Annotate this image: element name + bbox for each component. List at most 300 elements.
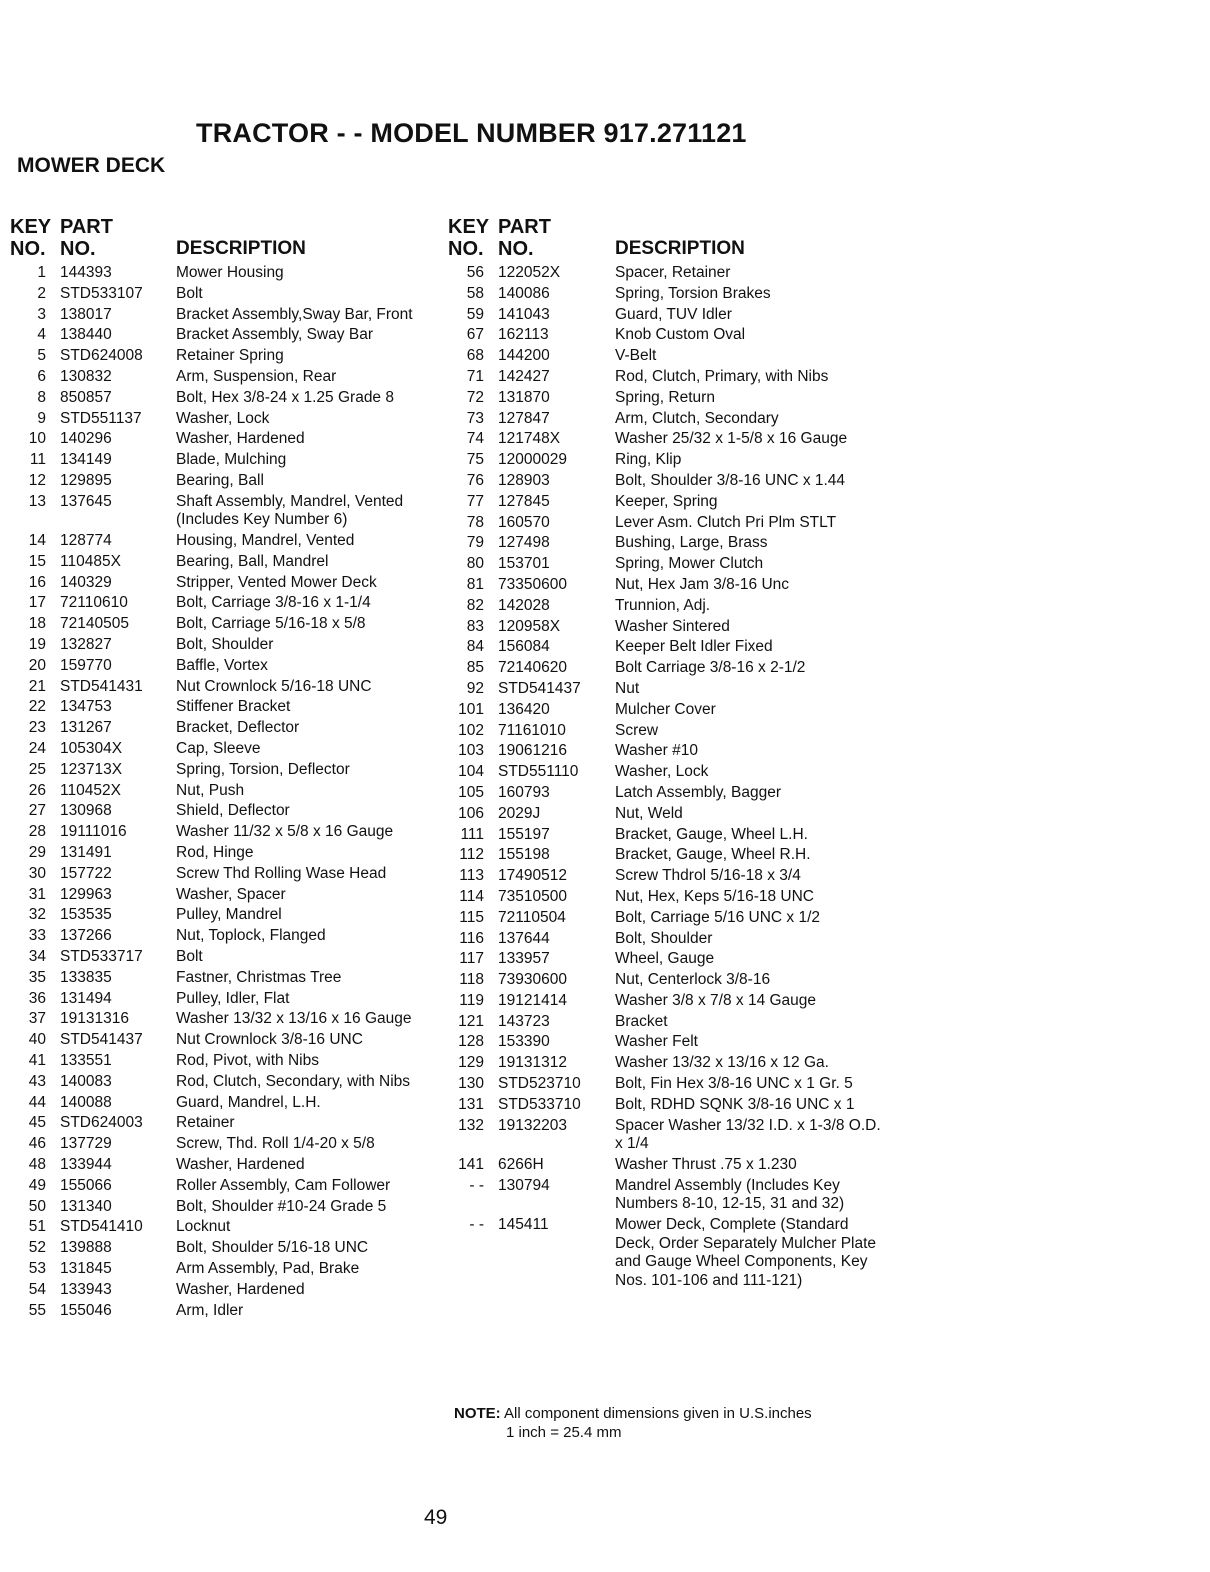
description-cell: Washer #10 bbox=[615, 742, 698, 760]
part-no-cell: 73350600 bbox=[498, 575, 567, 593]
key-no-cell: 27 bbox=[28, 802, 46, 820]
key-no-cell: 111 bbox=[460, 825, 484, 843]
key-no-cell: 121 bbox=[458, 1012, 484, 1030]
description-cell: Trunnion, Adj. bbox=[615, 596, 711, 614]
note-conversion: 1 inch = 25.4 mm bbox=[506, 1424, 622, 1441]
table-row bbox=[10, 615, 440, 634]
part-no-cell: 155197 bbox=[498, 825, 550, 843]
part-no-cell: 144200 bbox=[498, 347, 550, 365]
table-row bbox=[448, 618, 888, 637]
part-no-cell: 19131316 bbox=[60, 1010, 129, 1028]
part-no-cell: 153390 bbox=[498, 1033, 550, 1051]
part-no-cell: 128903 bbox=[498, 471, 550, 489]
table-row bbox=[10, 1239, 440, 1258]
part-no-cell: 123713X bbox=[60, 760, 123, 778]
part-no-cell: STD533710 bbox=[498, 1095, 581, 1113]
key-no-cell: 75 bbox=[466, 451, 484, 469]
part-no-cell: 71161010 bbox=[498, 721, 566, 739]
description-cell: Bearing, Ball bbox=[176, 471, 264, 489]
table-row bbox=[448, 805, 888, 824]
key-no-cell: 92 bbox=[466, 679, 484, 697]
table-row bbox=[10, 927, 440, 946]
description-cell: Guard, TUV Idler bbox=[615, 305, 732, 323]
key-no-cell: 23 bbox=[28, 719, 46, 737]
description-cell: Rod, Clutch, Secondary, with Nibs bbox=[176, 1072, 411, 1090]
description-cell: Baffle, Vortex bbox=[176, 656, 268, 674]
part-no-cell: 155066 bbox=[60, 1176, 112, 1194]
part-no-cell: 131267 bbox=[60, 719, 112, 737]
key-no-cell: 53 bbox=[28, 1259, 46, 1277]
description-cell: Bolt, Shoulder #10-24 Grade 5 bbox=[176, 1197, 387, 1215]
table-row bbox=[10, 802, 440, 821]
header-description: DESCRIPTION bbox=[615, 238, 745, 259]
table-row bbox=[10, 823, 440, 842]
table-row bbox=[10, 472, 440, 491]
description-cell: Bushing, Large, Brass bbox=[615, 534, 768, 552]
table-row bbox=[10, 678, 440, 697]
key-no-cell: 59 bbox=[466, 305, 484, 323]
description-cell: Washer, Hardened bbox=[176, 1280, 305, 1298]
description-cell: Nut, Weld bbox=[615, 804, 683, 822]
part-no-cell: 130832 bbox=[60, 367, 112, 385]
description-cell: Bolt, Carriage 5/16-18 x 5/8 bbox=[176, 615, 366, 633]
table-row bbox=[448, 472, 888, 491]
key-no-cell: 19 bbox=[28, 636, 46, 654]
key-no-cell: 4 bbox=[37, 326, 46, 344]
part-no-cell: 128774 bbox=[60, 532, 112, 550]
description-cell: Housing, Mandrel, Vented bbox=[176, 532, 355, 550]
table-row bbox=[10, 1260, 440, 1279]
table-row bbox=[10, 657, 440, 676]
key-no-cell: 15 bbox=[28, 552, 46, 570]
table-row bbox=[448, 1013, 888, 1032]
table-row bbox=[10, 326, 440, 345]
key-no-cell: 21 bbox=[28, 677, 46, 695]
key-no-cell: 58 bbox=[466, 284, 484, 302]
description-cell: Washer, Lock bbox=[176, 409, 270, 427]
key-no-cell: 12 bbox=[28, 471, 46, 489]
key-no-cell: 51 bbox=[28, 1218, 46, 1236]
description-cell: Pulley, Mandrel bbox=[176, 906, 282, 924]
description-cell: Washer 3/8 x 7/8 x 14 Gauge bbox=[615, 991, 817, 1009]
description-cell: Screw Thd Rolling Wase Head bbox=[176, 864, 387, 882]
key-no-cell: 104 bbox=[458, 763, 484, 781]
part-no-cell: 19111016 bbox=[60, 823, 127, 841]
key-no-cell: 106 bbox=[458, 804, 484, 822]
key-no-cell: 85 bbox=[466, 659, 484, 677]
key-no-cell: 101 bbox=[458, 700, 484, 718]
key-no-cell: 77 bbox=[466, 492, 484, 510]
table-row bbox=[10, 532, 440, 551]
part-no-cell: 142028 bbox=[498, 596, 550, 614]
key-no-cell: 71 bbox=[466, 367, 484, 385]
key-no-cell: - - bbox=[469, 1176, 484, 1194]
part-no-cell: 127847 bbox=[498, 409, 550, 427]
description-cell: Screw, Thd. Roll 1/4-20 x 5/8 bbox=[176, 1135, 375, 1153]
page-title: TRACTOR - - MODEL NUMBER 917.271121 bbox=[196, 118, 747, 148]
key-no-cell: 105 bbox=[458, 783, 484, 801]
part-no-cell: 157722 bbox=[60, 864, 112, 882]
part-no-cell: 153535 bbox=[60, 906, 112, 924]
key-no-cell: 83 bbox=[466, 617, 484, 635]
table-row bbox=[448, 368, 888, 387]
table-row bbox=[10, 306, 440, 325]
table-row bbox=[448, 971, 888, 990]
part-no-cell: 142427 bbox=[498, 367, 550, 385]
table-row bbox=[448, 493, 888, 512]
part-no-cell: 162113 bbox=[498, 326, 549, 344]
table-row bbox=[10, 698, 440, 717]
key-no-cell: 43 bbox=[28, 1072, 46, 1090]
description-cell: Cap, Sleeve bbox=[176, 740, 261, 758]
part-no-cell: 155198 bbox=[498, 846, 550, 864]
part-no-cell: 19131312 bbox=[498, 1054, 567, 1072]
part-no-cell: 120958X bbox=[498, 617, 561, 635]
description-cell: Mower Housing bbox=[176, 264, 284, 281]
page-number: 49 bbox=[424, 1506, 448, 1529]
description-cell: Shield, Deflector bbox=[176, 802, 290, 820]
key-no-cell: 129 bbox=[458, 1054, 484, 1072]
table-row bbox=[10, 493, 440, 530]
table-row bbox=[10, 389, 440, 408]
key-no-cell: 22 bbox=[28, 698, 46, 716]
table-row bbox=[448, 430, 888, 449]
part-no-cell: 156084 bbox=[498, 638, 550, 656]
table-row bbox=[10, 990, 440, 1009]
part-no-cell: 133943 bbox=[60, 1280, 112, 1298]
description-cell: Washer 25/32 x 1-5/8 x 16 Gauge bbox=[615, 430, 848, 448]
description-cell: Arm, Idler bbox=[176, 1301, 244, 1319]
table-row bbox=[448, 597, 888, 616]
key-no-cell: 74 bbox=[466, 430, 484, 448]
table-row bbox=[10, 886, 440, 905]
key-no-cell: 130 bbox=[458, 1075, 484, 1093]
key-no-cell: 119 bbox=[459, 991, 484, 1009]
key-no-cell: 28 bbox=[28, 823, 46, 841]
section-title: MOWER DECK bbox=[17, 154, 166, 177]
description-cell: Washer, Lock bbox=[615, 763, 709, 781]
description-cell: Nut Crownlock 5/16-18 UNC bbox=[176, 677, 372, 695]
part-no-cell: 136420 bbox=[498, 700, 550, 718]
table-row bbox=[10, 740, 440, 759]
part-no-cell: 160793 bbox=[498, 783, 550, 801]
description-cell: Bracket Assembly, Sway Bar bbox=[176, 326, 373, 344]
key-no-cell: 78 bbox=[466, 513, 484, 531]
description-cell: Latch Assembly, Bagger bbox=[615, 783, 781, 801]
table-row bbox=[10, 451, 440, 470]
key-no-cell: 52 bbox=[28, 1239, 46, 1257]
part-no-cell: STD551110 bbox=[498, 763, 579, 781]
description-cell: Nut, Centerlock 3/8-16 bbox=[615, 971, 771, 989]
description-cell: Arm Assembly, Pad, Brake bbox=[176, 1259, 360, 1277]
description-cell: Rod, Clutch, Primary, with Nibs bbox=[615, 367, 829, 385]
description-cell: Washer 13/32 x 13/16 x 12 Ga. bbox=[615, 1054, 829, 1072]
table-row bbox=[10, 1198, 440, 1217]
part-no-cell: 130968 bbox=[60, 802, 112, 820]
description-cell: Bracket, Gauge, Wheel L.H. bbox=[615, 825, 808, 843]
part-no-cell: 122052X bbox=[498, 264, 561, 281]
part-no-cell: 129895 bbox=[60, 471, 112, 489]
table-row bbox=[448, 992, 888, 1011]
note-text: All component dimensions given in U.S.inches bbox=[504, 1405, 812, 1422]
key-no-cell: 10 bbox=[28, 430, 46, 448]
part-no-cell: 134149 bbox=[60, 451, 112, 469]
description-cell: Bolt, Fin Hex 3/8-16 UNC x 1 Gr. 5 bbox=[615, 1075, 853, 1093]
description-cell: Lever Asm. Clutch Pri Plm STLT bbox=[615, 513, 837, 531]
part-no-cell: 155046 bbox=[60, 1301, 112, 1319]
note-label: NOTE: bbox=[454, 1405, 501, 1422]
table-row bbox=[448, 306, 888, 325]
part-no-cell: 131491 bbox=[60, 844, 112, 862]
part-no-cell: 131494 bbox=[60, 989, 112, 1007]
description-cell: Nut, Toplock, Flanged bbox=[176, 927, 326, 945]
part-no-cell: 140086 bbox=[498, 284, 550, 302]
key-no-cell: - - bbox=[469, 1216, 484, 1234]
description-cell: Mower Deck, Complete (Standard Deck, Order Separately Mulcher Plate and Gauge Wheel Components, Key Nos. 101-106 and 111-121) bbox=[615, 1216, 877, 1289]
part-no-cell: 127845 bbox=[498, 492, 550, 510]
part-no-cell: 137645 bbox=[60, 492, 112, 510]
key-no-cell: 14 bbox=[28, 532, 46, 550]
description-cell: Keeper, Spring bbox=[615, 492, 718, 510]
description-cell: Bolt bbox=[176, 284, 203, 302]
table-body bbox=[448, 264, 888, 1290]
part-no-cell: 137644 bbox=[498, 929, 550, 947]
key-no-cell: 68 bbox=[466, 347, 484, 365]
key-no-cell: 118 bbox=[459, 971, 484, 989]
description-cell: V-Belt bbox=[615, 347, 657, 365]
key-no-cell: 131 bbox=[458, 1095, 484, 1113]
table-row bbox=[10, 969, 440, 988]
key-no-cell: 3 bbox=[37, 305, 46, 323]
key-no-cell: 1 bbox=[37, 264, 46, 281]
part-no-cell: 140329 bbox=[60, 573, 112, 591]
header-part-no: PART NO. bbox=[498, 216, 551, 260]
part-no-cell: 6266H bbox=[498, 1155, 544, 1173]
description-cell: Nut bbox=[615, 679, 640, 697]
key-no-cell: 13 bbox=[28, 492, 46, 510]
part-no-cell: 138440 bbox=[60, 326, 112, 344]
table-row bbox=[10, 1218, 440, 1237]
description-cell: Nut, Push bbox=[176, 781, 245, 799]
description-cell: Retainer bbox=[176, 1114, 235, 1132]
key-no-cell: 46 bbox=[28, 1135, 46, 1153]
part-no-cell: 73510500 bbox=[498, 887, 567, 905]
dimension-note bbox=[454, 1404, 884, 1442]
description-cell: Nut, Hex, Keps 5/16-18 UNC bbox=[615, 887, 815, 905]
description-cell: Bolt Carriage 3/8-16 x 2-1/2 bbox=[615, 659, 806, 677]
key-no-cell: 117 bbox=[459, 950, 484, 968]
part-no-cell: 133957 bbox=[498, 950, 550, 968]
part-no-cell: 110452X bbox=[60, 781, 121, 799]
description-cell: Wheel, Gauge bbox=[615, 950, 715, 968]
part-no-cell: 110485X bbox=[60, 552, 121, 570]
part-no-cell: 850857 bbox=[60, 388, 112, 406]
table-row bbox=[10, 865, 440, 884]
description-cell: Mandrel Assembly (Includes Key Numbers 8-10, 12-15, 31 and 32) bbox=[615, 1176, 845, 1213]
table-row bbox=[10, 1177, 440, 1196]
key-no-cell: 84 bbox=[466, 638, 484, 656]
description-cell: Blade, Mulching bbox=[176, 451, 287, 469]
key-no-cell: 25 bbox=[28, 760, 46, 778]
part-no-cell: STD541437 bbox=[60, 1031, 143, 1049]
table-row bbox=[10, 782, 440, 801]
part-no-cell: 144393 bbox=[60, 264, 112, 281]
key-no-cell: 34 bbox=[28, 948, 46, 965]
key-no-cell: 54 bbox=[28, 1280, 46, 1298]
part-no-cell: 137729 bbox=[60, 1135, 112, 1153]
part-no-cell: 145411 bbox=[498, 1216, 549, 1234]
description-cell: Bolt, Carriage 5/16 UNC x 1/2 bbox=[615, 908, 821, 926]
description-cell: Spacer, Retainer bbox=[615, 264, 731, 281]
description-cell: Screw Thdrol 5/16-18 x 3/4 bbox=[615, 867, 801, 885]
key-no-cell: 80 bbox=[466, 555, 484, 573]
table-row bbox=[10, 948, 440, 967]
table-row bbox=[10, 1073, 440, 1092]
key-no-cell: 5 bbox=[37, 347, 46, 365]
table-row bbox=[10, 906, 440, 925]
description-cell: Bolt, Shoulder 3/8-16 UNC x 1.44 bbox=[615, 471, 846, 489]
key-no-cell: 103 bbox=[458, 742, 484, 760]
table-row bbox=[448, 534, 888, 553]
table-row bbox=[448, 576, 888, 595]
description-cell: Washer 13/32 x 13/16 x 16 Gauge bbox=[176, 1010, 412, 1028]
key-no-cell: 116 bbox=[459, 929, 484, 947]
part-no-cell: 72140505 bbox=[60, 615, 129, 633]
description-cell: Spacer Washer 13/32 I.D. x 1-3/8 O.D. x 1/4 bbox=[615, 1116, 881, 1153]
part-no-cell: 2029J bbox=[498, 804, 541, 822]
description-cell: Bolt, Shoulder 5/16-18 UNC bbox=[176, 1239, 369, 1257]
description-cell: Keeper Belt Idler Fixed bbox=[615, 638, 773, 656]
description-cell: Bolt bbox=[176, 948, 203, 965]
table-row bbox=[10, 264, 440, 283]
part-no-cell: 105304X bbox=[60, 740, 123, 758]
part-no-cell: 72140620 bbox=[498, 659, 567, 677]
description-cell: Washer Felt bbox=[615, 1033, 698, 1051]
table-row bbox=[448, 1075, 888, 1094]
part-no-cell: 19061216 bbox=[498, 742, 567, 760]
part-no-cell: 133835 bbox=[60, 968, 112, 986]
table-row bbox=[448, 909, 888, 928]
description-cell: Bracket Assembly,Sway Bar, Front bbox=[176, 305, 413, 323]
table-row bbox=[448, 326, 888, 345]
table-row bbox=[448, 347, 888, 366]
part-no-cell: 131340 bbox=[60, 1197, 112, 1215]
table-row bbox=[10, 1156, 440, 1175]
table-row bbox=[448, 784, 888, 803]
key-no-cell: 24 bbox=[28, 740, 46, 758]
table-row bbox=[10, 574, 440, 593]
part-no-cell: STD624003 bbox=[60, 1114, 143, 1132]
key-no-cell: 8 bbox=[37, 388, 46, 406]
part-no-cell: 138017 bbox=[60, 305, 112, 323]
table-row bbox=[448, 659, 888, 678]
table-row bbox=[10, 636, 440, 655]
table-row bbox=[448, 950, 888, 969]
key-no-cell: 30 bbox=[28, 864, 46, 882]
table-row bbox=[10, 347, 440, 366]
key-no-cell: 32 bbox=[28, 906, 46, 924]
key-no-cell: 49 bbox=[28, 1176, 46, 1194]
description-cell: Arm, Clutch, Secondary bbox=[615, 409, 779, 427]
key-no-cell: 48 bbox=[28, 1155, 46, 1173]
table-row bbox=[448, 701, 888, 720]
part-no-cell: 72110504 bbox=[498, 908, 566, 926]
part-no-cell: 129963 bbox=[60, 885, 112, 903]
key-no-cell: 26 bbox=[28, 781, 46, 799]
table-row bbox=[10, 1114, 440, 1133]
description-cell: Mulcher Cover bbox=[615, 700, 716, 718]
table-row bbox=[448, 1216, 888, 1290]
description-cell: Guard, Mandrel, L.H. bbox=[176, 1093, 321, 1111]
part-no-cell: 19121414 bbox=[498, 991, 567, 1009]
description-cell: Roller Assembly, Cam Follower bbox=[176, 1176, 391, 1194]
table-row bbox=[448, 763, 888, 782]
part-no-cell: 17490512 bbox=[498, 867, 567, 885]
part-no-cell: 130794 bbox=[498, 1176, 550, 1194]
description-cell: Stripper, Vented Mower Deck bbox=[176, 573, 377, 591]
table-row bbox=[448, 867, 888, 886]
description-cell: Washer, Hardened bbox=[176, 430, 305, 448]
description-cell: Spring, Torsion, Deflector bbox=[176, 760, 350, 778]
table-row bbox=[448, 680, 888, 699]
table-row bbox=[448, 638, 888, 657]
part-no-cell: STD541431 bbox=[60, 677, 143, 695]
table-row bbox=[10, 368, 440, 387]
key-no-cell: 18 bbox=[28, 615, 46, 633]
description-cell: Rod, Hinge bbox=[176, 844, 254, 862]
parts-table-right bbox=[448, 210, 888, 1292]
key-no-cell: 45 bbox=[28, 1114, 46, 1132]
description-cell: Stiffener Bracket bbox=[176, 698, 291, 716]
table-row bbox=[448, 410, 888, 429]
key-no-cell: 128 bbox=[458, 1033, 484, 1051]
key-no-cell: 11 bbox=[29, 451, 46, 469]
table-header bbox=[10, 210, 440, 260]
part-no-cell: 160570 bbox=[498, 513, 550, 531]
description-cell: Arm, Suspension, Rear bbox=[176, 367, 337, 385]
part-no-cell: 19132203 bbox=[498, 1116, 567, 1134]
description-cell: Bolt, Hex 3/8-24 x 1.25 Grade 8 bbox=[176, 388, 394, 406]
table-row bbox=[10, 1031, 440, 1050]
key-no-cell: 2 bbox=[37, 284, 46, 302]
part-no-cell: 134753 bbox=[60, 698, 112, 716]
description-cell: Locknut bbox=[176, 1218, 231, 1236]
table-row bbox=[448, 930, 888, 949]
key-no-cell: 141 bbox=[458, 1155, 484, 1173]
table-row bbox=[10, 1094, 440, 1113]
table-row bbox=[10, 410, 440, 429]
key-no-cell: 79 bbox=[466, 534, 484, 552]
key-no-cell: 72 bbox=[466, 388, 484, 406]
table-row bbox=[448, 1054, 888, 1073]
description-cell: Spring, Torsion Brakes bbox=[615, 284, 771, 302]
part-no-cell: 139888 bbox=[60, 1239, 112, 1257]
key-no-cell: 17 bbox=[28, 594, 46, 612]
part-no-cell: STD533717 bbox=[60, 948, 143, 965]
description-cell: Screw bbox=[615, 721, 659, 739]
description-cell: Rod, Pivot, with Nibs bbox=[176, 1051, 319, 1069]
description-cell: Bolt, Shoulder bbox=[176, 636, 274, 654]
key-no-cell: 132 bbox=[458, 1116, 484, 1134]
key-no-cell: 81 bbox=[466, 575, 484, 593]
part-no-cell: 131845 bbox=[60, 1259, 112, 1277]
part-no-cell: 133944 bbox=[60, 1155, 112, 1173]
description-cell: Bracket, Gauge, Wheel R.H. bbox=[615, 846, 811, 864]
part-no-cell: 121748X bbox=[498, 430, 561, 448]
description-cell: Spring, Mower Clutch bbox=[615, 555, 764, 573]
key-no-cell: 50 bbox=[28, 1197, 46, 1215]
description-cell: Knob Custom Oval bbox=[615, 326, 746, 344]
